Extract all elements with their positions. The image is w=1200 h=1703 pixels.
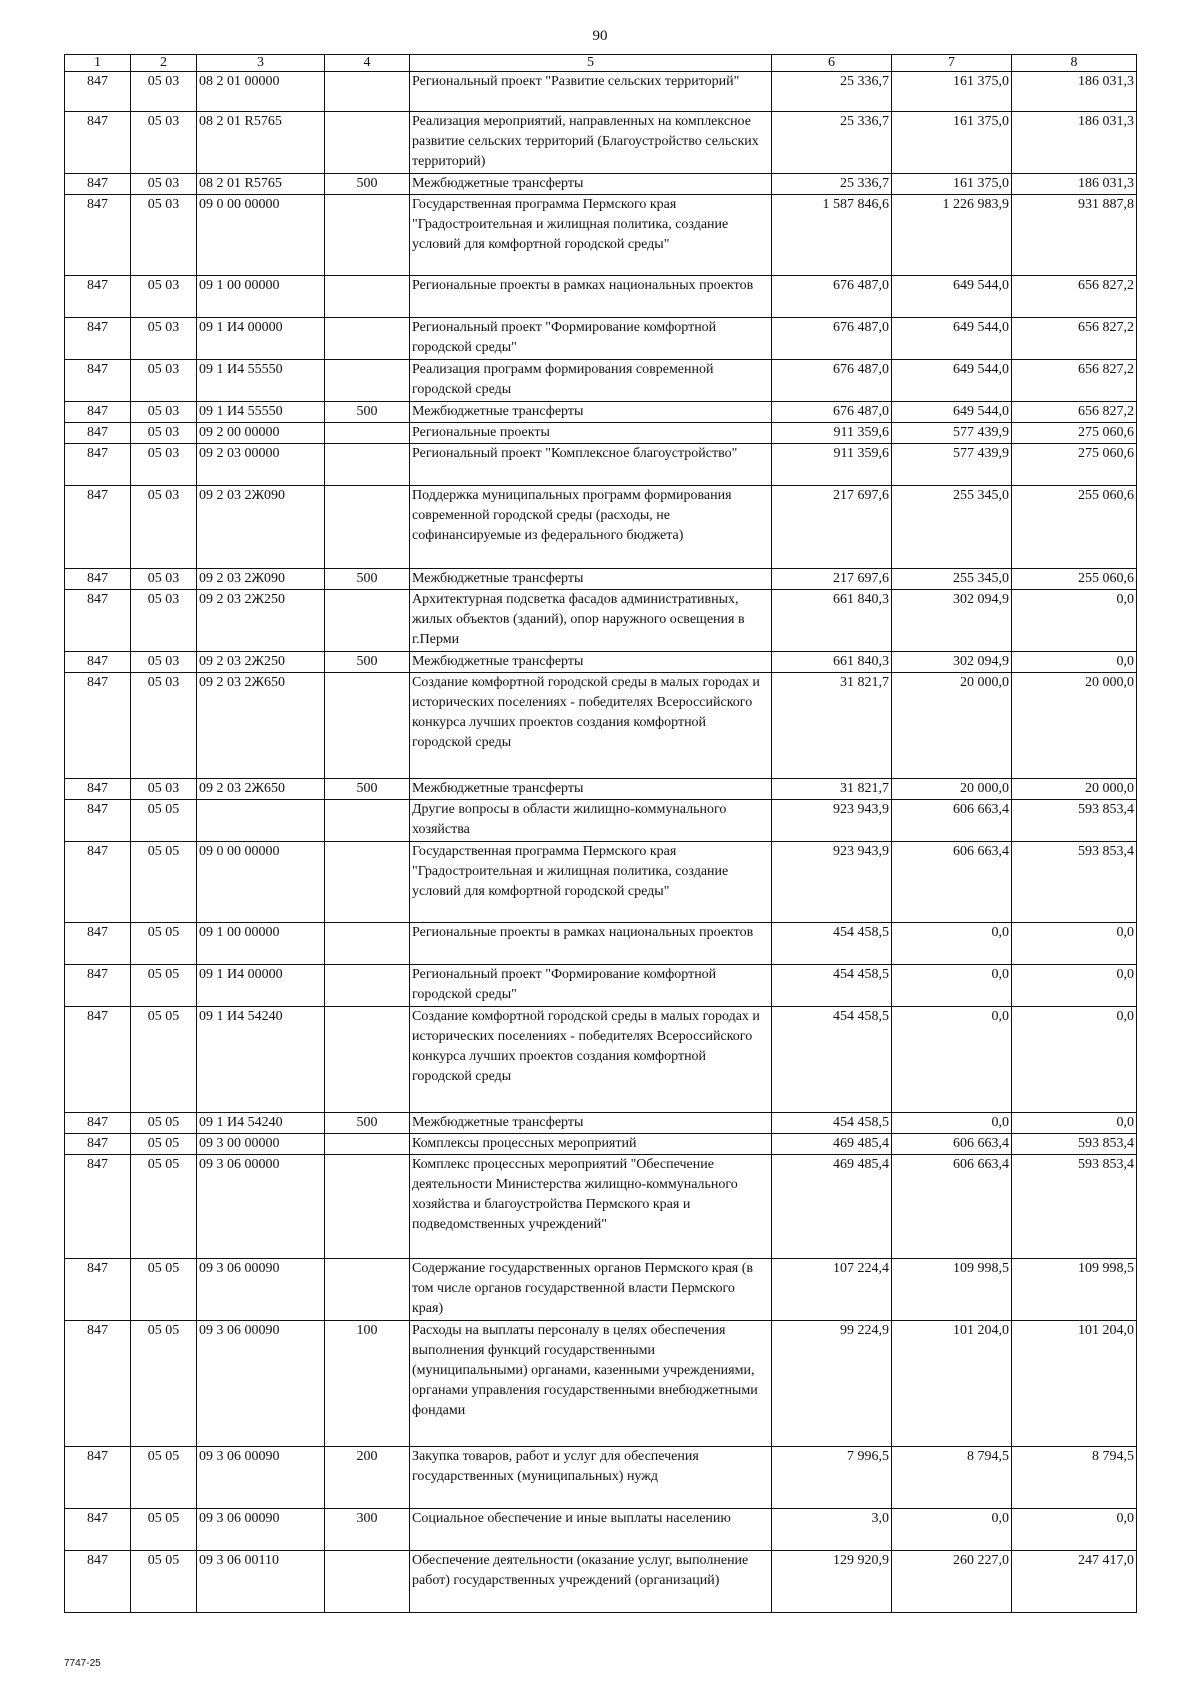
amount-col6-cell: 25 336,7 — [772, 72, 892, 112]
expense-type-cell — [325, 276, 410, 318]
admin-code-cell: 847 — [65, 652, 131, 673]
description-cell: Межбюджетные трансферты — [410, 402, 772, 423]
column-header-5: 5 — [410, 55, 772, 72]
amount-col6-cell: 31 821,7 — [772, 673, 892, 779]
amount-col8-cell: 255 060,6 — [1012, 569, 1137, 590]
expense-type-cell — [325, 965, 410, 1007]
amount-col7-cell: 101 204,0 — [892, 1321, 1012, 1447]
target-article-cell: 09 1 00 00000 — [197, 923, 325, 965]
amount-col8-cell: 0,0 — [1012, 1007, 1137, 1113]
amount-col6-cell: 7 996,5 — [772, 1447, 892, 1509]
column-header-8: 8 — [1012, 55, 1137, 72]
admin-code-cell: 847 — [65, 423, 131, 444]
amount-col6-cell: 25 336,7 — [772, 174, 892, 195]
budget-table — [64, 54, 1137, 1613]
description-cell: Государственная программа Пермского края "Градостроительная и жилищная политика, создание условий для комфортной городской среды" — [410, 842, 772, 923]
description-cell: Региональные проекты в рамках национальных проектов — [410, 923, 772, 965]
amount-col6-cell: 99 224,9 — [772, 1321, 892, 1447]
expense-type-cell: 500 — [325, 1113, 410, 1134]
section-code-cell: 05 05 — [131, 1321, 197, 1447]
amount-col7-cell: 0,0 — [892, 965, 1012, 1007]
section-code-cell: 05 05 — [131, 1113, 197, 1134]
amount-col8-cell: 0,0 — [1012, 1509, 1137, 1551]
table-row — [65, 1321, 1137, 1447]
target-article-cell: 09 2 03 2Ж090 — [197, 569, 325, 590]
amount-col8-cell: 931 887,8 — [1012, 195, 1137, 276]
table-row — [65, 72, 1137, 112]
expense-type-cell: 200 — [325, 1447, 410, 1509]
amount-col8-cell: 20 000,0 — [1012, 779, 1137, 800]
amount-col7-cell: 606 663,4 — [892, 1134, 1012, 1155]
section-code-cell: 05 05 — [131, 923, 197, 965]
amount-col6-cell: 911 359,6 — [772, 444, 892, 486]
amount-col8-cell: 186 031,3 — [1012, 174, 1137, 195]
amount-col7-cell: 302 094,9 — [892, 590, 1012, 652]
amount-col7-cell: 606 663,4 — [892, 842, 1012, 923]
table-row — [65, 276, 1137, 318]
table-row — [65, 112, 1137, 174]
description-cell: Государственная программа Пермского края "Градостроительная и жилищная политика, создание условий для комфортной городской среды" — [410, 195, 772, 276]
amount-col6-cell: 676 487,0 — [772, 402, 892, 423]
amount-col8-cell: 101 204,0 — [1012, 1321, 1137, 1447]
admin-code-cell: 847 — [65, 112, 131, 174]
section-code-cell: 05 03 — [131, 360, 197, 402]
section-code-cell: 05 05 — [131, 965, 197, 1007]
target-article-cell: 09 2 03 2Ж250 — [197, 590, 325, 652]
target-article-cell: 09 0 00 00000 — [197, 195, 325, 276]
table-row — [65, 965, 1137, 1007]
description-cell: Комплексы процессных мероприятий — [410, 1134, 772, 1155]
table-row — [65, 486, 1137, 569]
column-header-4: 4 — [325, 55, 410, 72]
expense-type-cell — [325, 195, 410, 276]
expense-type-cell: 500 — [325, 569, 410, 590]
section-code-cell: 05 05 — [131, 842, 197, 923]
amount-col6-cell: 676 487,0 — [772, 276, 892, 318]
section-code-cell: 05 05 — [131, 1134, 197, 1155]
section-code-cell: 05 05 — [131, 1551, 197, 1613]
target-article-cell: 09 3 06 00110 — [197, 1551, 325, 1613]
section-code-cell: 05 03 — [131, 174, 197, 195]
amount-col7-cell: 0,0 — [892, 923, 1012, 965]
table-row — [65, 1447, 1137, 1509]
header-row — [65, 55, 1137, 72]
expense-type-cell: 500 — [325, 174, 410, 195]
section-code-cell: 05 05 — [131, 800, 197, 842]
admin-code-cell: 847 — [65, 779, 131, 800]
expense-type-cell — [325, 1134, 410, 1155]
admin-code-cell: 847 — [65, 402, 131, 423]
table-row — [65, 402, 1137, 423]
target-article-cell: 09 3 06 00090 — [197, 1447, 325, 1509]
admin-code-cell: 847 — [65, 72, 131, 112]
description-cell: Межбюджетные трансферты — [410, 1113, 772, 1134]
table-row — [65, 652, 1137, 673]
amount-col6-cell: 676 487,0 — [772, 318, 892, 360]
expense-type-cell — [325, 423, 410, 444]
target-article-cell: 09 2 03 00000 — [197, 444, 325, 486]
target-article-cell: 09 1 И4 54240 — [197, 1113, 325, 1134]
target-article-cell: 09 1 И4 00000 — [197, 318, 325, 360]
admin-code-cell: 847 — [65, 444, 131, 486]
expense-type-cell — [325, 842, 410, 923]
target-article-cell: 09 2 03 2Ж650 — [197, 779, 325, 800]
section-code-cell: 05 03 — [131, 652, 197, 673]
amount-col6-cell: 25 336,7 — [772, 112, 892, 174]
amount-col8-cell: 247 417,0 — [1012, 1551, 1137, 1613]
description-cell: Региональный проект "Комплексное благоустройство" — [410, 444, 772, 486]
section-code-cell: 05 05 — [131, 1259, 197, 1321]
amount-col6-cell: 676 487,0 — [772, 360, 892, 402]
amount-col8-cell: 20 000,0 — [1012, 673, 1137, 779]
column-header-7: 7 — [892, 55, 1012, 72]
amount-col7-cell: 0,0 — [892, 1113, 1012, 1134]
table-row — [65, 673, 1137, 779]
target-article-cell: 09 1 И4 55550 — [197, 360, 325, 402]
amount-col8-cell: 275 060,6 — [1012, 444, 1137, 486]
table-row — [65, 590, 1137, 652]
target-article-cell: 09 3 06 00090 — [197, 1321, 325, 1447]
target-article-cell: 09 1 И4 00000 — [197, 965, 325, 1007]
description-cell: Социальное обеспечение и иные выплаты населению — [410, 1509, 772, 1551]
admin-code-cell: 847 — [65, 1007, 131, 1113]
admin-code-cell: 847 — [65, 1551, 131, 1613]
description-cell: Поддержка муниципальных программ формирования современной городской среды (расходы, не софинансируемые из федерального бюджета) — [410, 486, 772, 569]
amount-col6-cell: 217 697,6 — [772, 569, 892, 590]
expense-type-cell — [325, 800, 410, 842]
description-cell: Региональный проект "Формирование комфортной городской среды" — [410, 318, 772, 360]
table-body — [65, 72, 1137, 1613]
amount-col6-cell: 1 587 846,6 — [772, 195, 892, 276]
admin-code-cell: 847 — [65, 1134, 131, 1155]
section-code-cell: 05 03 — [131, 112, 197, 174]
target-article-cell: 08 2 01 R5765 — [197, 112, 325, 174]
description-cell: Создание комфортной городской среды в малых городах и исторических поселениях - победителях Всероссийского конкурса лучших проектов создания комфортной городской среды — [410, 1007, 772, 1113]
target-article-cell: 09 2 03 2Ж250 — [197, 652, 325, 673]
amount-col7-cell: 1 226 983,9 — [892, 195, 1012, 276]
amount-col7-cell: 255 345,0 — [892, 486, 1012, 569]
target-article-cell: 09 1 И4 55550 — [197, 402, 325, 423]
amount-col8-cell: 0,0 — [1012, 1113, 1137, 1134]
amount-col8-cell: 656 827,2 — [1012, 360, 1137, 402]
expense-type-cell — [325, 486, 410, 569]
admin-code-cell: 847 — [65, 800, 131, 842]
target-article-cell: 09 3 06 00090 — [197, 1259, 325, 1321]
table-row — [65, 1134, 1137, 1155]
amount-col7-cell: 20 000,0 — [892, 779, 1012, 800]
description-cell: Комплекс процессных мероприятий "Обеспечение деятельности Министерства жилищно-коммунального хозяйства и благоустройства Пермского края и подведомственных учреждений" — [410, 1155, 772, 1259]
description-cell: Региональный проект "Формирование комфортной городской среды" — [410, 965, 772, 1007]
expense-type-cell: 100 — [325, 1321, 410, 1447]
amount-col6-cell: 454 458,5 — [772, 923, 892, 965]
page-number: 90 — [592, 28, 608, 44]
amount-col7-cell: 577 439,9 — [892, 444, 1012, 486]
admin-code-cell: 847 — [65, 1113, 131, 1134]
amount-col6-cell: 454 458,5 — [772, 1113, 892, 1134]
amount-col7-cell: 161 375,0 — [892, 112, 1012, 174]
table-row — [65, 1007, 1137, 1113]
section-code-cell: 05 03 — [131, 569, 197, 590]
amount-col6-cell: 129 920,9 — [772, 1551, 892, 1613]
amount-col7-cell: 8 794,5 — [892, 1447, 1012, 1509]
table-row — [65, 318, 1137, 360]
section-code-cell: 05 03 — [131, 72, 197, 112]
amount-col6-cell: 469 485,4 — [772, 1155, 892, 1259]
admin-code-cell: 847 — [65, 318, 131, 360]
admin-code-cell: 847 — [65, 276, 131, 318]
amount-col7-cell: 649 544,0 — [892, 360, 1012, 402]
amount-col6-cell: 454 458,5 — [772, 1007, 892, 1113]
section-code-cell: 05 05 — [131, 1509, 197, 1551]
expense-type-cell — [325, 112, 410, 174]
admin-code-cell: 847 — [65, 195, 131, 276]
amount-col8-cell: 0,0 — [1012, 590, 1137, 652]
admin-code-cell: 847 — [65, 1155, 131, 1259]
target-article-cell: 09 2 00 00000 — [197, 423, 325, 444]
description-cell: Реализация мероприятий, направленных на комплексное развитие сельских территорий (Благоустройство сельских территорий) — [410, 112, 772, 174]
table-row — [65, 569, 1137, 590]
amount-col7-cell: 302 094,9 — [892, 652, 1012, 673]
table-row — [65, 779, 1137, 800]
description-cell: Межбюджетные трансферты — [410, 569, 772, 590]
target-article-cell — [197, 800, 325, 842]
amount-col7-cell: 161 375,0 — [892, 72, 1012, 112]
target-article-cell: 08 2 01 00000 — [197, 72, 325, 112]
amount-col6-cell: 923 943,9 — [772, 842, 892, 923]
description-cell: Архитектурная подсветка фасадов административных, жилых объектов (зданий), опор наружного освещения в г.Перми — [410, 590, 772, 652]
table-row — [65, 800, 1137, 842]
amount-col6-cell: 469 485,4 — [772, 1134, 892, 1155]
amount-col7-cell: 606 663,4 — [892, 1155, 1012, 1259]
table-row — [65, 444, 1137, 486]
admin-code-cell: 847 — [65, 1509, 131, 1551]
admin-code-cell: 847 — [65, 842, 131, 923]
expense-type-cell: 300 — [325, 1509, 410, 1551]
section-code-cell: 05 03 — [131, 402, 197, 423]
admin-code-cell: 847 — [65, 1321, 131, 1447]
amount-col7-cell: 649 544,0 — [892, 402, 1012, 423]
description-cell: Межбюджетные трансферты — [410, 652, 772, 673]
admin-code-cell: 847 — [65, 673, 131, 779]
amount-col7-cell: 260 227,0 — [892, 1551, 1012, 1613]
amount-col6-cell: 661 840,3 — [772, 652, 892, 673]
description-cell: Межбюджетные трансферты — [410, 779, 772, 800]
amount-col8-cell: 8 794,5 — [1012, 1447, 1137, 1509]
section-code-cell: 05 03 — [131, 673, 197, 779]
column-header-1: 1 — [65, 55, 131, 72]
expense-type-cell: 500 — [325, 652, 410, 673]
description-cell: Межбюджетные трансферты — [410, 174, 772, 195]
section-code-cell: 05 05 — [131, 1447, 197, 1509]
section-code-cell: 05 03 — [131, 423, 197, 444]
section-code-cell: 05 03 — [131, 486, 197, 569]
amount-col8-cell: 656 827,2 — [1012, 318, 1137, 360]
amount-col8-cell: 656 827,2 — [1012, 402, 1137, 423]
description-cell: Создание комфортной городской среды в малых городах и исторических поселениях - победителях Всероссийского конкурса лучших проектов создания комфортной городской среды — [410, 673, 772, 779]
document-code: 7747-25 — [64, 1658, 101, 1669]
target-article-cell: 09 3 06 00090 — [197, 1509, 325, 1551]
table-row — [65, 1551, 1137, 1613]
amount-col6-cell: 107 224,4 — [772, 1259, 892, 1321]
target-article-cell: 09 3 00 00000 — [197, 1134, 325, 1155]
column-header-3: 3 — [197, 55, 325, 72]
amount-col8-cell: 109 998,5 — [1012, 1259, 1137, 1321]
amount-col6-cell: 911 359,6 — [772, 423, 892, 444]
expense-type-cell — [325, 1259, 410, 1321]
amount-col7-cell: 0,0 — [892, 1509, 1012, 1551]
section-code-cell: 05 03 — [131, 779, 197, 800]
expense-type-cell — [325, 360, 410, 402]
section-code-cell: 05 03 — [131, 276, 197, 318]
target-article-cell: 09 0 00 00000 — [197, 842, 325, 923]
amount-col6-cell: 923 943,9 — [772, 800, 892, 842]
target-article-cell: 09 3 06 00000 — [197, 1155, 325, 1259]
target-article-cell: 09 1 И4 54240 — [197, 1007, 325, 1113]
amount-col8-cell: 186 031,3 — [1012, 112, 1137, 174]
admin-code-cell: 847 — [65, 965, 131, 1007]
target-article-cell: 08 2 01 R5765 — [197, 174, 325, 195]
expense-type-cell: 500 — [325, 779, 410, 800]
amount-col8-cell: 593 853,4 — [1012, 1134, 1137, 1155]
admin-code-cell: 847 — [65, 1447, 131, 1509]
expense-type-cell: 500 — [325, 402, 410, 423]
description-cell: Обеспечение деятельности (оказание услуг, выполнение работ) государственных учреждений (организаций) — [410, 1551, 772, 1613]
admin-code-cell: 847 — [65, 1259, 131, 1321]
description-cell: Содержание государственных органов Пермского края (в том числе органов государственной власти Пермского края) — [410, 1259, 772, 1321]
section-code-cell: 05 03 — [131, 590, 197, 652]
target-article-cell: 09 1 00 00000 — [197, 276, 325, 318]
expense-type-cell — [325, 444, 410, 486]
expense-type-cell — [325, 318, 410, 360]
table-row — [65, 1113, 1137, 1134]
table-row — [65, 195, 1137, 276]
section-code-cell: 05 03 — [131, 318, 197, 360]
admin-code-cell: 847 — [65, 360, 131, 402]
amount-col8-cell: 0,0 — [1012, 965, 1137, 1007]
amount-col6-cell: 31 821,7 — [772, 779, 892, 800]
amount-col8-cell: 186 031,3 — [1012, 72, 1137, 112]
amount-col7-cell: 20 000,0 — [892, 673, 1012, 779]
description-cell: Региональный проект "Развитие сельских территорий" — [410, 72, 772, 112]
table-row — [65, 174, 1137, 195]
table-row — [65, 1259, 1137, 1321]
amount-col6-cell: 454 458,5 — [772, 965, 892, 1007]
description-cell: Региональные проекты — [410, 423, 772, 444]
expense-type-cell — [325, 1155, 410, 1259]
amount-col7-cell: 161 375,0 — [892, 174, 1012, 195]
amount-col8-cell: 656 827,2 — [1012, 276, 1137, 318]
description-cell: Региональные проекты в рамках национальных проектов — [410, 276, 772, 318]
table-row — [65, 842, 1137, 923]
expense-type-cell — [325, 72, 410, 112]
description-cell: Закупка товаров, работ и услуг для обеспечения государственных (муниципальных) нужд — [410, 1447, 772, 1509]
column-header-6: 6 — [772, 55, 892, 72]
section-code-cell: 05 03 — [131, 195, 197, 276]
expense-type-cell — [325, 590, 410, 652]
amount-col6-cell: 3,0 — [772, 1509, 892, 1551]
amount-col7-cell: 109 998,5 — [892, 1259, 1012, 1321]
column-header-2: 2 — [131, 55, 197, 72]
amount-col7-cell: 0,0 — [892, 1007, 1012, 1113]
amount-col8-cell: 275 060,6 — [1012, 423, 1137, 444]
description-cell: Реализация программ формирования современной городской среды — [410, 360, 772, 402]
admin-code-cell: 847 — [65, 569, 131, 590]
description-cell: Другие вопросы в области жилищно-коммунального хозяйства — [410, 800, 772, 842]
section-code-cell: 05 05 — [131, 1007, 197, 1113]
expense-type-cell — [325, 923, 410, 965]
expense-type-cell — [325, 1551, 410, 1613]
admin-code-cell: 847 — [65, 486, 131, 569]
admin-code-cell: 847 — [65, 923, 131, 965]
amount-col8-cell: 593 853,4 — [1012, 1155, 1137, 1259]
amount-col7-cell: 255 345,0 — [892, 569, 1012, 590]
table-row — [65, 923, 1137, 965]
amount-col8-cell: 255 060,6 — [1012, 486, 1137, 569]
table-row — [65, 423, 1137, 444]
amount-col8-cell: 0,0 — [1012, 923, 1137, 965]
table-row — [65, 360, 1137, 402]
amount-col7-cell: 606 663,4 — [892, 800, 1012, 842]
admin-code-cell: 847 — [65, 590, 131, 652]
amount-col8-cell: 0,0 — [1012, 652, 1137, 673]
section-code-cell: 05 03 — [131, 444, 197, 486]
target-article-cell: 09 2 03 2Ж090 — [197, 486, 325, 569]
section-code-cell: 05 05 — [131, 1155, 197, 1259]
expense-type-cell — [325, 673, 410, 779]
amount-col7-cell: 649 544,0 — [892, 318, 1012, 360]
description-cell: Расходы на выплаты персоналу в целях обеспечения выполнения функций государственными (муниципальными) органами, казенными учреждениями, органами управления государственными внебюджетными фондами — [410, 1321, 772, 1447]
table-row — [65, 1509, 1137, 1551]
amount-col7-cell: 577 439,9 — [892, 423, 1012, 444]
admin-code-cell: 847 — [65, 174, 131, 195]
expense-type-cell — [325, 1007, 410, 1113]
amount-col6-cell: 661 840,3 — [772, 590, 892, 652]
amount-col8-cell: 593 853,4 — [1012, 800, 1137, 842]
amount-col6-cell: 217 697,6 — [772, 486, 892, 569]
table-row — [65, 1155, 1137, 1259]
target-article-cell: 09 2 03 2Ж650 — [197, 673, 325, 779]
amount-col8-cell: 593 853,4 — [1012, 842, 1137, 923]
amount-col7-cell: 649 544,0 — [892, 276, 1012, 318]
